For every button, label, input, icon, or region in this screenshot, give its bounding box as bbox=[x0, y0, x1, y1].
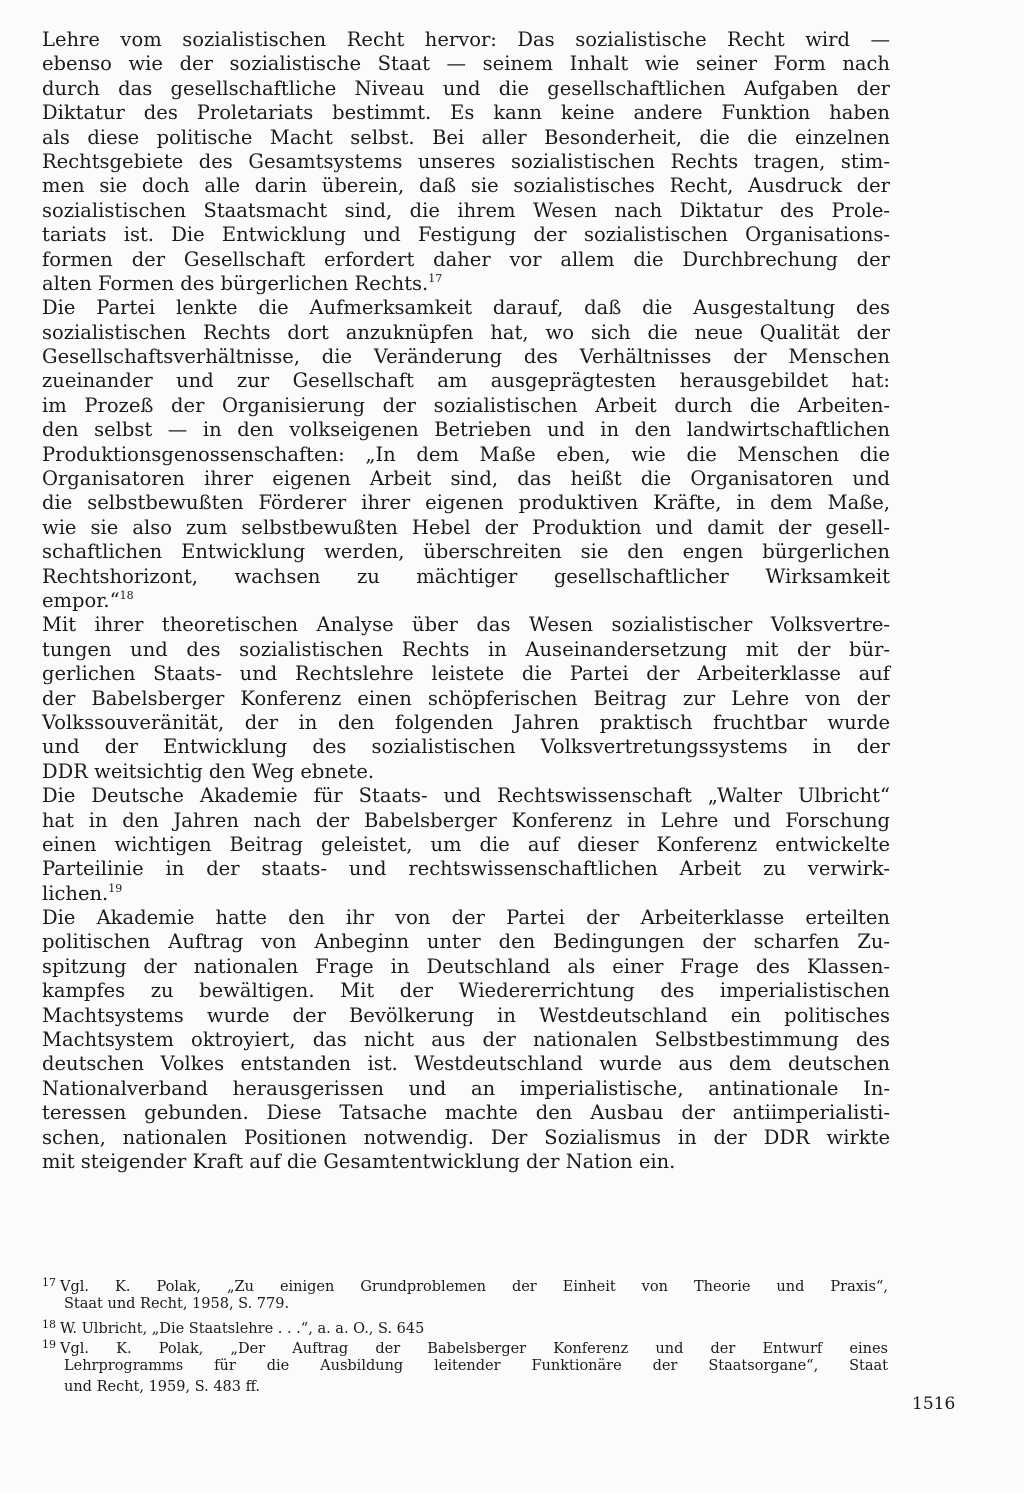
footnote-text: Lehrprogramms für die Ausbildung leitender Funktionäre der Staatsorgane“, Staat bbox=[64, 1358, 888, 1375]
line-text: DDR weitsichtig den Weg ebnete. bbox=[42, 759, 375, 783]
line-text: Lehre vom sozialistischen Recht hervor: Das sozialistische Recht wird — bbox=[42, 28, 890, 51]
footnote-line bbox=[42, 1377, 888, 1398]
line-text: tungen und des sozialistischen Rechts in Auseinandersetzung mit der bür- bbox=[42, 637, 890, 661]
line-text: gerlichen Staats- und Rechtslehre leistete die Partei der Arbeiterklasse auf bbox=[42, 662, 890, 686]
line-text: zueinander und zur Gesellschaft am ausgeprägtesten herausgebildet hat: bbox=[42, 369, 890, 393]
text-line bbox=[42, 1004, 890, 1028]
footnote-text: Staat und Recht, 1958, S. 779. bbox=[64, 1295, 290, 1312]
text-line bbox=[42, 833, 890, 857]
text-line bbox=[42, 638, 890, 662]
line-text: wie sie also zum selbstbewußten Hebel der Produktion und damit der gesell- bbox=[42, 515, 890, 539]
text-line bbox=[42, 1052, 890, 1076]
footnote-text: W. Ulbricht, „Die Staatslehre . . .“, a. a. O., S. 645 bbox=[60, 1320, 425, 1337]
line-text: im Prozeß der Organisierung der sozialistischen Arbeit durch die Arbeiten- bbox=[42, 393, 890, 417]
line-text: formen der Gesellschaft erfordert daher vor allem die Durchbrechung der bbox=[42, 247, 890, 271]
footnote-18 bbox=[42, 1315, 888, 1336]
line-text: spitzung der nationalen Frage in Deutschland als einer Frage des Klassen- bbox=[42, 954, 890, 978]
line-text: Diktatur des Proletariats bestimmt. Es kann keine andere Funktion haben bbox=[42, 101, 890, 125]
line-text: schaftlichen Entwicklung werden, überschreiten sie den engen bürgerlichen bbox=[42, 540, 890, 564]
line-text: mit steigender Kraft auf die Gesamtentwicklung der Nation ein. bbox=[42, 1149, 676, 1173]
footnote-number: 18 bbox=[42, 1317, 56, 1331]
line-text: Parteilinie in der staats- und rechtswissenschaftlichen Arbeit zu verwirk- bbox=[42, 857, 890, 881]
text-line bbox=[42, 491, 890, 515]
paragraph bbox=[42, 613, 890, 784]
text-line bbox=[42, 126, 890, 150]
footnote-line bbox=[42, 1315, 888, 1336]
text-line bbox=[42, 589, 890, 613]
line-text: Organisatoren ihrer eigenen Arbeit sind, das heißt die Organisatoren und bbox=[42, 467, 890, 491]
footnote-reference[interactable]: 17 bbox=[428, 271, 443, 285]
footnote-reference[interactable]: 18 bbox=[119, 588, 134, 602]
text-line bbox=[42, 809, 890, 833]
footnote-text: Vgl. K. Polak, „Der Auftrag der Babelsberger Konferenz und der Entwurf eines bbox=[60, 1341, 888, 1358]
line-text: Machtsystems wurde der Bevölkerung in Westdeutschland ein politisches bbox=[42, 1003, 890, 1027]
line-text: ebenso wie der sozialistische Staat — seinem Inhalt wie seiner Form nach bbox=[42, 52, 890, 76]
footnote-text: Vgl. K. Polak, „Zu einigen Grundproblemen der Einheit von Theorie und Praxis“, bbox=[60, 1279, 888, 1295]
paragraph bbox=[42, 296, 890, 613]
text-line bbox=[42, 979, 890, 1003]
footnote-number: 17 bbox=[42, 1276, 56, 1289]
line-text: teressen gebunden. Diese Tatsache machte den Ausbau der antiimperialisti- bbox=[42, 1101, 890, 1125]
footnote-line bbox=[42, 1294, 888, 1315]
text-line bbox=[42, 321, 890, 345]
line-text: der Babelsberger Konferenz einen schöpferischen Beitrag zur Lehre von der bbox=[42, 686, 890, 710]
line-text: Volkssouveränität, der in den folgenden Jahren praktisch fruchtbar wurde bbox=[42, 710, 890, 734]
line-text: kampfes zu bewältigen. Mit der Wiedererrichtung des imperialistischen bbox=[42, 979, 890, 1003]
line-text: den selbst — in den volkseigenen Betrieben und in den landwirtschaftlichen bbox=[42, 418, 890, 442]
line-text: Produktionsgenossenschaften: „In dem Maße eben, wie die Menschen die bbox=[42, 442, 890, 466]
text-line bbox=[42, 369, 890, 393]
footnote-number: 19 bbox=[42, 1338, 56, 1352]
line-text: die selbstbewußten Förderer ihrer eigenen produktiven Kräfte, in dem Maße, bbox=[42, 491, 890, 515]
text-line bbox=[42, 52, 890, 76]
line-text: Mit ihrer theoretischen Analyse über das Wesen sozialistischer Volksvertre- bbox=[42, 613, 890, 637]
text-line bbox=[42, 467, 890, 491]
line-text: tariats ist. Die Entwicklung und Festigung der sozialistischen Organisations- bbox=[42, 223, 890, 247]
text-line bbox=[42, 687, 890, 711]
text-line bbox=[42, 760, 890, 784]
line-text: hat in den Jahren nach der Babelsberger Konferenz in Lehre und Forschung bbox=[42, 808, 890, 832]
text-line bbox=[42, 662, 890, 686]
line-text: einen wichtigen Beitrag geleistet, um die auf dieser Konferenz entwickelte bbox=[42, 832, 890, 856]
text-line bbox=[42, 174, 890, 198]
line-text: Nationalverband herausgerissen und an imperialistische, antinationale In- bbox=[42, 1076, 890, 1100]
text-line bbox=[42, 613, 890, 637]
line-text: men sie doch alle darin überein, daß sie sozialistisches Recht, Ausdruck der bbox=[42, 174, 890, 198]
text-line bbox=[42, 272, 890, 296]
line-text: deutschen Volkes entstanden ist. Westdeutschland wurde aus dem deutschen bbox=[42, 1052, 890, 1076]
footnote-text: und Recht, 1959, S. 483 ff. bbox=[64, 1378, 261, 1395]
paragraph bbox=[42, 28, 890, 296]
line-text: Rechtsgebiete des Gesamtsystems unseres sozialistischen Rechts tragen, stim- bbox=[42, 149, 890, 173]
body-text bbox=[42, 28, 890, 1174]
line-text: durch das gesellschaftliche Niveau und die gesellschaftlichen Aufgaben der bbox=[42, 76, 890, 100]
line-text: sozialistischen Staatsmacht sind, die ihrem Wesen nach Diktatur des Prole- bbox=[42, 198, 890, 222]
line-text: Rechtshorizont, wachsen zu mächtiger gesellschaftlicher Wirksamkeit bbox=[42, 564, 890, 588]
text-line bbox=[42, 1126, 890, 1150]
paragraph bbox=[42, 906, 890, 1174]
footnote-line bbox=[42, 1273, 888, 1294]
text-line bbox=[42, 296, 890, 320]
text-line bbox=[42, 77, 890, 101]
line-text: alten Formen des bürgerlichen Rechts. bbox=[42, 271, 429, 295]
line-text: Die Akademie hatte den ihr von der Partei der Arbeiterklasse erteilten bbox=[42, 906, 890, 930]
text-line bbox=[42, 857, 890, 881]
line-text: als diese politische Macht selbst. Bei aller Besonderheit, die die einzelnen bbox=[42, 125, 890, 149]
footnote-line bbox=[42, 1356, 888, 1377]
text-line bbox=[42, 150, 890, 174]
line-text: Gesellschaftsverhältnisse, die Veränderung des Verhältnisses der Menschen bbox=[42, 345, 890, 369]
text-line bbox=[42, 345, 890, 369]
text-line bbox=[42, 516, 890, 540]
text-line bbox=[42, 418, 890, 442]
text-line bbox=[42, 248, 890, 272]
line-text: Die Deutsche Akademie für Staats- und Rechtswissenschaft „Walter Ulbricht“ bbox=[42, 784, 890, 808]
text-line bbox=[42, 906, 890, 930]
text-line bbox=[42, 199, 890, 223]
text-line bbox=[42, 784, 890, 808]
text-line bbox=[42, 955, 890, 979]
line-text: lichen. bbox=[42, 881, 109, 905]
text-line bbox=[42, 711, 890, 735]
line-text: sozialistischen Rechts dort anzuknüpfen hat, wo sich die neue Qualität der bbox=[42, 320, 890, 344]
line-text: empor.“ bbox=[42, 588, 120, 612]
text-line bbox=[42, 565, 890, 589]
page-number: 1516 bbox=[912, 1394, 956, 1414]
text-line bbox=[42, 1101, 890, 1125]
footnote-17 bbox=[42, 1273, 888, 1315]
line-text: und der Entwicklung des sozialistischen Volksvertretungssystems in der bbox=[42, 735, 890, 759]
line-text: schen, nationalen Positionen notwendig. Der Sozialismus in der DDR wirkte bbox=[42, 1125, 890, 1149]
text-line bbox=[42, 1028, 890, 1052]
text-line bbox=[42, 28, 890, 52]
text-line bbox=[42, 394, 890, 418]
line-text: politischen Auftrag von Anbeginn unter den Bedingungen der scharfen Zu- bbox=[42, 930, 890, 954]
text-line bbox=[42, 443, 890, 467]
text-line bbox=[42, 882, 890, 906]
line-text: Die Partei lenkte die Aufmerksamkeit darauf, daß die Ausgestaltung des bbox=[42, 296, 890, 320]
footnotes-section bbox=[42, 1273, 888, 1398]
text-line bbox=[42, 101, 890, 125]
footnote-19 bbox=[42, 1335, 888, 1397]
text-line bbox=[42, 223, 890, 247]
text-line bbox=[42, 540, 890, 564]
text-line bbox=[42, 1077, 890, 1101]
paragraph bbox=[42, 784, 890, 906]
line-text: Machtsystem oktroyiert, das nicht aus der nationalen Selbstbestimmung des bbox=[42, 1028, 890, 1052]
footnote-reference[interactable]: 19 bbox=[108, 881, 123, 895]
text-line bbox=[42, 930, 890, 954]
text-line bbox=[42, 1150, 890, 1174]
text-line bbox=[42, 735, 890, 759]
footnote-line bbox=[42, 1335, 888, 1356]
